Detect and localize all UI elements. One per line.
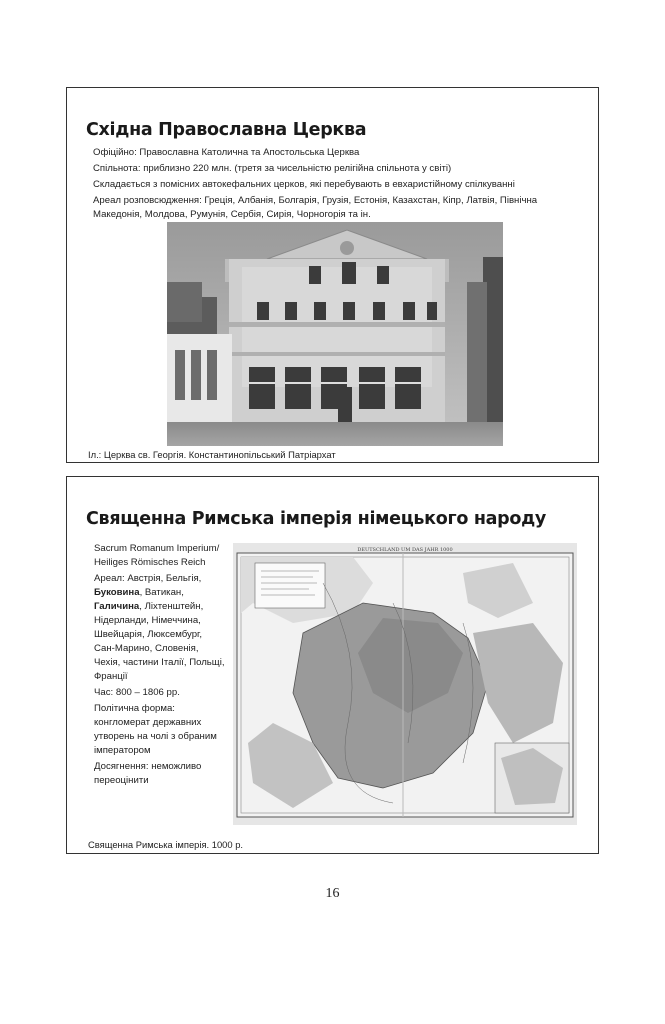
area-line: Чехія, частини Італії, Польщі, <box>94 657 225 668</box>
map-title: DEUTSCHLAND UM DAS JAHR 1000 <box>357 547 453 553</box>
political-form-line: конгломерат державних <box>94 717 202 728</box>
achievements-line: Досягнення: неможливо <box>94 761 202 772</box>
time-line: Час: 800 – 1806 рр. <box>94 687 180 698</box>
political-form-line: утворень на чолі з обраним <box>94 731 217 742</box>
text-line-official-name: Офіційно: Православна Католична та Апостольська Церква <box>93 147 360 158</box>
photo-caption: Іл.: Церква св. Георгія. Константинопільський Патріархат <box>88 449 336 460</box>
latin-name-line: Sacrum Romanum Imperium/ <box>94 543 220 554</box>
area-line: Франції <box>94 671 128 682</box>
text-line-composition: Складається з помісних автокефальних церков, які перебувають в евхаристійному спілкуванні <box>93 179 515 190</box>
achievements-line: переоцінити <box>94 775 149 786</box>
german-name-line: Heiliges Römisches Reich <box>94 557 206 568</box>
area-line: Галичина, Ліхтенштейн, <box>94 601 204 612</box>
historical-map-image <box>233 543 577 825</box>
slide-title: Східна Православна Церква <box>86 120 367 140</box>
slide-title: Священна Римська імперія німецького народу <box>86 509 547 529</box>
slide-eastern-orthodox-church <box>66 87 599 463</box>
slide-holy-roman-empire <box>66 476 599 854</box>
area-line: Швейцарія, Люксембург, <box>94 629 203 640</box>
political-form-line: імператором <box>94 745 151 756</box>
political-form-line: Політична форма: <box>94 703 175 714</box>
text-line-area-continued: Македонія, Молдова, Румунія, Сербія, Сирія, Чорногорія та ін. <box>93 209 371 220</box>
area-line: Нідерланди, Німеччина, <box>94 615 201 626</box>
church-photo <box>167 222 503 446</box>
text-line-community: Спільнота: приблизно 220 млн. (третя за чисельністю релігійна спільнота у світі) <box>93 163 452 174</box>
area-line: Буковина, Ватикан, <box>94 587 184 598</box>
map-caption: Священна Римська імперія. 1000 р. <box>88 839 244 850</box>
area-line: Ареал: Австрія, Бельгія, <box>94 573 202 584</box>
text-line-area: Ареал розповсюдження: Греція, Албанія, Болгарія, Грузія, Естонія, Казахстан, Кіпр, Латвія, Північна <box>93 195 538 206</box>
area-line: Сан-Марино, Словенія, <box>94 643 199 654</box>
page-number: 16 <box>325 886 340 901</box>
